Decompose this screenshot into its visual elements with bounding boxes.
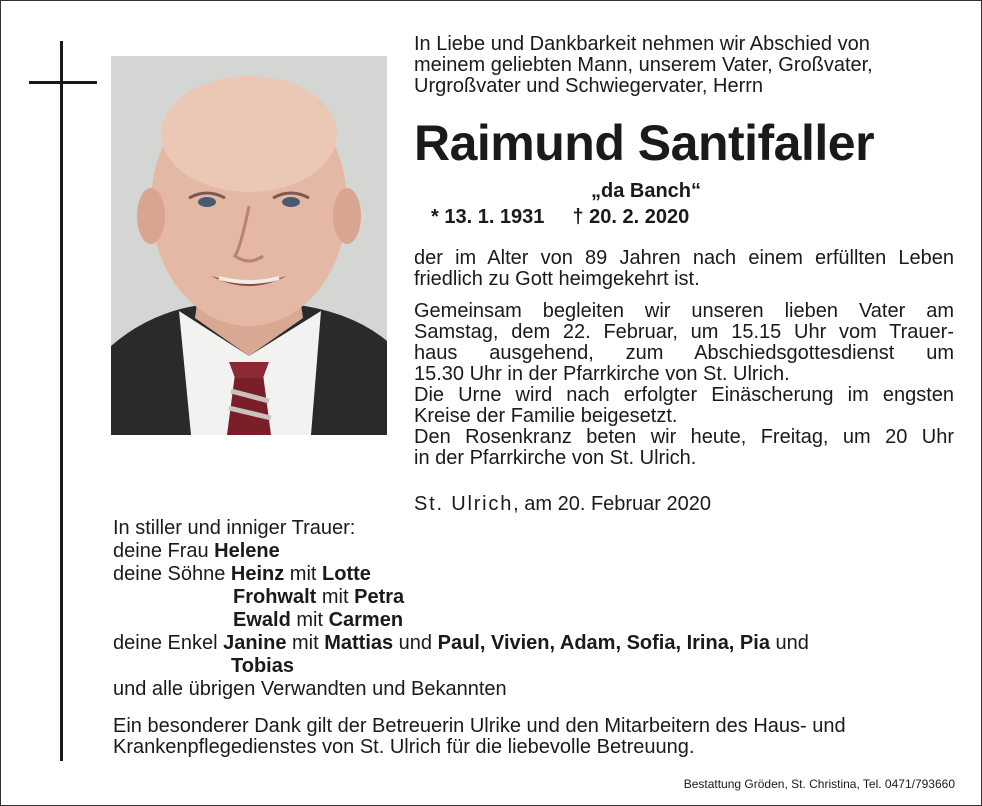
portrait-photo <box>111 56 387 435</box>
mourner-grandchildren: deine Enkel Janine mit Mattias und Paul, Vivien, Adam, Sofia, Irina, Pia und <box>113 632 809 654</box>
nickname: „da Banch“ <box>591 180 702 202</box>
intro-text: In Liebe und Dankbarkeit nehmen wir Abschied von meinem geliebten Mann, unserem Vater, Großvater, Urgroßvater und Schwiegervater, Herrn <box>414 33 873 97</box>
mourner-wife: deine Frau Helene <box>113 540 280 562</box>
thanks-text: Ein besonderer Dank gilt der Betreuerin Ulrike und den Mitarbeitern des Haus- und Krankenpflegedienstes von St. Ulrich für die liebevolle Betreuung. <box>113 715 846 758</box>
mourner-son: deine Söhne Heinz mit Lotte <box>113 563 371 585</box>
mourner-others: und alle übrigen Verwandten und Bekannten <box>113 678 507 700</box>
mourner-son: Ewald mit Carmen <box>233 609 404 631</box>
deceased-name: Raimund Santifaller <box>414 115 875 171</box>
mourner-grandchild: Tobias <box>231 655 294 677</box>
place-date: St. Ulrich, am 20. Februar 2020 <box>414 493 712 515</box>
life-dates <box>431 207 689 228</box>
mourner-son: Frohwalt mit Petra <box>233 586 405 608</box>
undertaker-info: Bestattung Gröden, St. Christina, Tel. 0471/793660 <box>683 777 955 791</box>
passing-text: der im Alter von 89 Jahren nach einem erfüllten Leben friedlich zu Gott heimgekehrt ist. <box>414 247 954 290</box>
funeral-text: Gemeinsam begleiten wir unseren lieben Vater am Samstag, dem 22. Februar, um 15.15 Uhr vom Trauer- haus ausgehend, zum Abschiedsgottesdienst um 15.30 Uhr in der Pfarrkirche von St. Ulrich. Die Urne wird nach erfolgter Einäscherung im engsten Kreise der Familie beigesetzt. Den Rosenkranz beten wir heute, Freitag, um 20 Uhr in der Pfarrkirche von St. Ulrich. <box>414 300 954 469</box>
death-date: † 20. 2. 2020 <box>572 206 690 228</box>
mourners-heading: In stiller und inniger Trauer: <box>113 517 356 539</box>
birth-date: * 13. 1. 1931 <box>431 206 545 228</box>
mourners-list <box>113 517 809 701</box>
